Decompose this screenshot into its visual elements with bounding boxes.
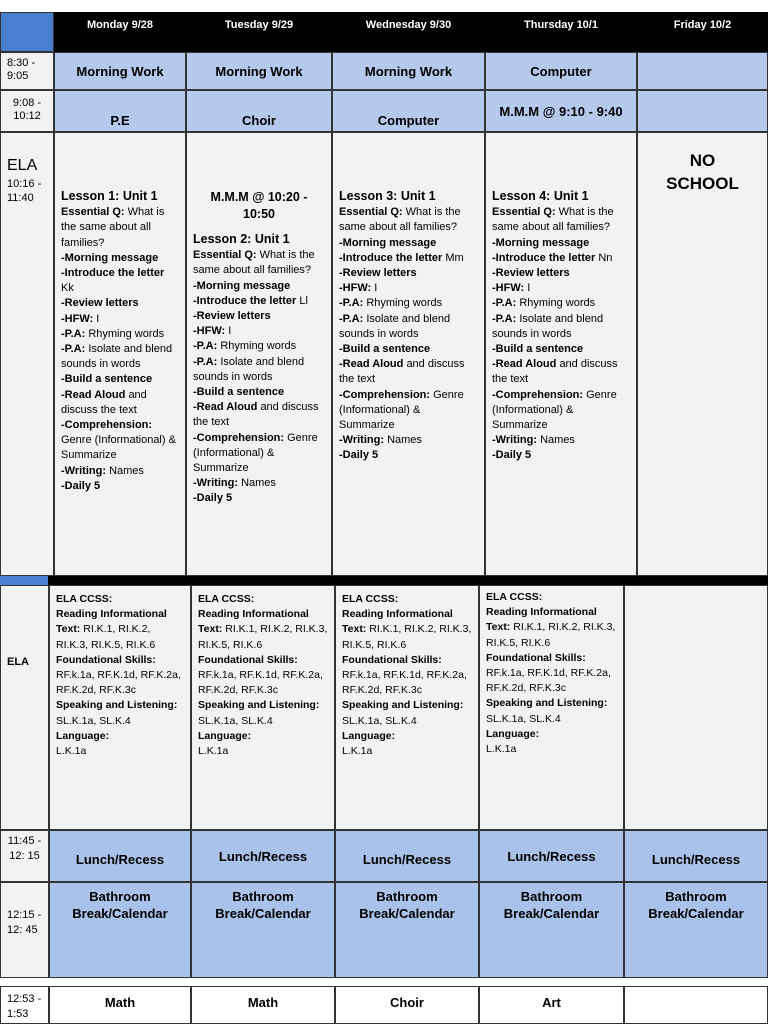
lesson-item bbox=[339, 448, 478, 463]
lesson-item bbox=[193, 491, 325, 506]
lesson-item-label: -Daily 5 bbox=[339, 449, 379, 462]
section-divider bbox=[0, 576, 768, 585]
lesson-item-label: -Daily 5 bbox=[193, 492, 233, 505]
lesson-item-label: -P.A: bbox=[193, 340, 218, 353]
lesson-item-label: -HFW: bbox=[492, 282, 525, 295]
essential-question-text: What is the same about all families? bbox=[61, 206, 165, 249]
lesson-item-label: -Read Aloud bbox=[339, 358, 404, 371]
lesson-item bbox=[193, 385, 325, 400]
ccss-thursday bbox=[479, 585, 624, 830]
lesson-title: Lesson 4: Unit 1 bbox=[492, 189, 589, 203]
lesson-item bbox=[339, 433, 478, 448]
row1-tuesday: Morning Work bbox=[186, 52, 332, 90]
lesson-item bbox=[61, 296, 179, 311]
lesson-item bbox=[492, 251, 630, 266]
ccss-speaking-listening-codes: SL.K.1a, SL.K.4 bbox=[486, 712, 561, 725]
lesson-item bbox=[492, 266, 630, 281]
lesson-item-label: -P.A: bbox=[61, 343, 86, 356]
lesson-item-text: Isolate and blend sounds in words bbox=[492, 312, 604, 340]
lesson-item bbox=[193, 309, 325, 324]
ccss-reading-informational-codes: RI.K.1, RI.K.2, RI.K.3, RI.K.5, RI.K.6 bbox=[342, 623, 472, 651]
lesson-item-label: -HFW: bbox=[193, 325, 226, 338]
lesson-item bbox=[61, 418, 179, 464]
lesson-item-label: -P.A: bbox=[339, 297, 364, 310]
time-slot-1: 8:30 - 9:05 bbox=[0, 52, 54, 90]
ccss-language-label: Language: bbox=[486, 727, 540, 740]
ccss-speaking-listening-codes: SL.K.1a, SL.K.4 bbox=[198, 714, 273, 727]
essential-question bbox=[339, 205, 478, 235]
ccss-friday bbox=[624, 585, 768, 830]
day-header-monday: Monday 9/28 bbox=[54, 12, 186, 52]
lesson-plan-tuesday bbox=[187, 232, 331, 507]
lesson-item-label: -HFW: bbox=[339, 282, 372, 295]
essential-question bbox=[61, 205, 179, 251]
bathroom-thursday: Bathroom Break/Calendar bbox=[479, 882, 624, 978]
ccss-language-codes: L.K.1a bbox=[198, 745, 229, 758]
ccss-speaking-listening bbox=[486, 696, 617, 726]
ccss-reading-informational bbox=[486, 605, 617, 651]
ccss-speaking-listening bbox=[342, 698, 472, 728]
ela-time-cell bbox=[0, 132, 54, 576]
ccss-language-codes: L.K.1a bbox=[486, 743, 517, 756]
lesson-item bbox=[492, 433, 630, 448]
lesson-cell-tuesday bbox=[186, 132, 332, 576]
lesson-item-label: -Daily 5 bbox=[61, 479, 101, 492]
afternoon-thursday: Art bbox=[479, 986, 624, 1024]
lesson-plan-monday bbox=[55, 189, 185, 494]
ccss-subject-label: ELA bbox=[0, 585, 49, 830]
lesson-item-label: -Writing: bbox=[61, 464, 107, 477]
lesson-item bbox=[61, 312, 179, 327]
ccss-foundational-skills-codes: RF.k.1a, RF.K.1d, RF.K.2a, RF.K.2d, RF.K.3c bbox=[342, 669, 467, 697]
row2-monday: P.E bbox=[54, 90, 186, 132]
ccss-speaking-listening-label: Speaking and Listening: bbox=[486, 697, 608, 710]
ccss-reading-informational-label: Reading Informational Text: bbox=[56, 608, 167, 636]
lesson-item-label: -Comprehension: bbox=[193, 431, 285, 444]
lesson-item-label: -Build a sentence bbox=[492, 343, 584, 356]
lesson-item bbox=[339, 236, 478, 251]
lesson-item-label: -P.A: bbox=[193, 355, 218, 368]
lesson-item bbox=[61, 327, 179, 342]
essential-question-label: Essential Q: bbox=[193, 249, 257, 262]
lesson-item-text: Genre (Informational) & Summarize bbox=[193, 431, 318, 475]
lesson-item bbox=[339, 251, 478, 266]
lesson-item bbox=[339, 312, 478, 342]
ccss-wednesday bbox=[335, 585, 479, 830]
lesson-item bbox=[492, 312, 630, 342]
lesson-item bbox=[339, 388, 478, 434]
lesson-title: Lesson 3: Unit 1 bbox=[339, 189, 436, 203]
lesson-item-label: -Introduce the letter bbox=[492, 251, 596, 264]
lesson-item bbox=[193, 476, 325, 491]
bathroom-tuesday: Bathroom Break/Calendar bbox=[191, 882, 335, 978]
lesson-plan-wednesday bbox=[333, 189, 484, 464]
ccss-reading-informational-label: Reading Informational Text: bbox=[486, 606, 597, 634]
ccss-foundational-skills bbox=[56, 653, 184, 699]
section-divider-accent bbox=[0, 576, 48, 585]
lesson-item-label: -Daily 5 bbox=[492, 449, 532, 462]
lesson-item-label: -Writing: bbox=[492, 434, 538, 447]
ccss-foundational-skills-codes: RF.k.1a, RF.K.1d, RF.K.2a, RF.K.2d, RF.K.3c bbox=[56, 669, 181, 697]
lunch-wednesday: Lunch/Recess bbox=[335, 830, 479, 882]
lesson-item-label: -Introduce the letter bbox=[339, 251, 443, 264]
row1-thursday: Computer bbox=[485, 52, 637, 90]
lesson-item-label: -Morning message bbox=[492, 236, 590, 249]
ccss-foundational-skills-label: Foundational Skills: bbox=[56, 653, 156, 666]
ccss-heading: ELA CCSS: bbox=[486, 591, 543, 603]
afternoon-tuesday: Math bbox=[191, 986, 335, 1024]
essential-question bbox=[193, 248, 325, 278]
lesson-item bbox=[193, 339, 325, 354]
lesson-item-label: -Read Aloud bbox=[492, 358, 557, 371]
lesson-item bbox=[492, 388, 630, 434]
ccss-reading-informational bbox=[198, 607, 328, 653]
ccss-speaking-listening-label: Speaking and Listening: bbox=[56, 699, 178, 712]
lesson-item-text: Kk bbox=[61, 282, 74, 295]
lesson-item-label: -Read Aloud bbox=[193, 401, 258, 414]
lesson-item-text: I bbox=[228, 325, 232, 338]
lesson-item-text: Ll bbox=[299, 294, 308, 307]
ccss-language-label: Language: bbox=[56, 729, 110, 742]
row1-friday bbox=[637, 52, 768, 90]
ccss-tuesday bbox=[191, 585, 335, 830]
lesson-item bbox=[492, 342, 630, 357]
lesson-item-text: Names bbox=[387, 434, 422, 447]
afternoon-friday bbox=[624, 986, 768, 1024]
lesson-item bbox=[339, 296, 478, 311]
lesson-item-text: Names bbox=[109, 464, 144, 477]
lesson-item-text: I bbox=[96, 312, 100, 325]
lesson-item-text: I bbox=[527, 282, 531, 295]
lesson-cell-friday bbox=[637, 132, 768, 576]
essential-question-label: Essential Q: bbox=[339, 206, 403, 219]
ccss-heading: ELA CCSS: bbox=[56, 593, 113, 605]
essential-question-text: What is the same about all families? bbox=[492, 206, 614, 234]
bathroom-wednesday: Bathroom Break/Calendar bbox=[335, 882, 479, 978]
lesson-item-text: Genre (Informational) & Summarize bbox=[61, 434, 176, 462]
lesson-item-text: and discuss the text bbox=[61, 388, 147, 416]
row2-friday bbox=[637, 90, 768, 132]
lesson-item bbox=[61, 479, 179, 494]
lesson-item bbox=[61, 372, 179, 387]
lesson-item-text: Mm bbox=[445, 251, 464, 264]
lunch-tuesday: Lunch/Recess bbox=[191, 830, 335, 882]
lesson-item bbox=[492, 296, 630, 311]
lesson-item bbox=[492, 281, 630, 296]
lesson-item bbox=[339, 342, 478, 357]
lesson-item-label: -Build a sentence bbox=[61, 373, 153, 386]
lesson-item-text: Genre (Informational) & Summarize bbox=[339, 388, 464, 432]
row1-wednesday: Morning Work bbox=[332, 52, 485, 90]
ccss-reading-informational bbox=[56, 607, 184, 653]
lesson-item-text: Isolate and blend sounds in words bbox=[193, 355, 305, 383]
lesson-cell-thursday bbox=[485, 132, 637, 576]
ccss-language-label: Language: bbox=[198, 729, 252, 742]
ccss-speaking-listening bbox=[198, 698, 328, 728]
lesson-item bbox=[61, 388, 179, 418]
lesson-item bbox=[193, 355, 325, 385]
ccss-foundational-skills-label: Foundational Skills: bbox=[486, 651, 586, 664]
lesson-item-text: and discuss the text bbox=[193, 401, 319, 429]
lesson-item-label: -Build a sentence bbox=[193, 386, 285, 399]
lesson-plan-thursday bbox=[486, 189, 636, 464]
row1-monday: Morning Work bbox=[54, 52, 186, 90]
ccss-foundational-skills bbox=[486, 651, 617, 697]
bathroom-friday: Bathroom Break/Calendar bbox=[624, 882, 768, 978]
ccss-language-codes: L.K.1a bbox=[56, 745, 87, 758]
lesson-item-text: and discuss the text bbox=[339, 358, 465, 386]
lesson-item bbox=[339, 266, 478, 281]
lesson-item bbox=[492, 448, 630, 463]
lesson-item-label: -Comprehension: bbox=[339, 388, 431, 401]
header-corner bbox=[0, 12, 54, 52]
lesson-item-label: -Review letters bbox=[339, 267, 417, 280]
row2-tuesday: Choir bbox=[186, 90, 332, 132]
day-header-thursday: Thursday 10/1 bbox=[485, 12, 637, 52]
lesson-item-text: Names bbox=[241, 477, 276, 490]
lesson-item-text: Isolate and blend sounds in words bbox=[61, 343, 173, 371]
lesson-item-text: Rhyming words bbox=[366, 297, 443, 310]
ccss-heading: ELA CCSS: bbox=[198, 593, 255, 605]
afternoon-wednesday: Choir bbox=[335, 986, 479, 1024]
lunch-friday: Lunch/Recess bbox=[624, 830, 768, 882]
lesson-item bbox=[193, 431, 325, 477]
essential-question-text: What is the same about all families? bbox=[193, 249, 315, 277]
ccss-reading-informational-label: Reading Informational Text: bbox=[198, 608, 309, 636]
ccss-speaking-listening-label: Speaking and Listening: bbox=[342, 699, 464, 712]
ccss-foundational-skills-label: Foundational Skills: bbox=[198, 653, 298, 666]
lesson-item-text: Genre (Informational) & Summarize bbox=[492, 388, 617, 432]
day-header-tuesday: Tuesday 9/29 bbox=[186, 12, 332, 52]
ccss-foundational-skills-codes: RF.k.1a, RF.K.1d, RF.K.2a, RF.K.2d, RF.K.3c bbox=[198, 669, 323, 697]
essential-question-text: What is the same about all families? bbox=[339, 206, 461, 234]
lesson-item bbox=[61, 251, 179, 266]
lesson-item-text: I bbox=[374, 282, 378, 295]
time-slot-2: 9:08 - 10:12 bbox=[0, 90, 54, 132]
lesson-item-text: Nn bbox=[598, 251, 613, 264]
lesson-item-label: -P.A: bbox=[339, 312, 364, 325]
lesson-item bbox=[492, 357, 630, 387]
lesson-item-text: and discuss the text bbox=[492, 358, 618, 386]
ccss-reading-informational-codes: RI.K.1, RI.K.2, RI.K.3, RI.K.5, RI.K.6 bbox=[486, 621, 616, 649]
lesson-item-label: -P.A: bbox=[61, 327, 86, 340]
time-slot-lunch: 11:45 - 12: 15 bbox=[0, 830, 49, 882]
lesson-item bbox=[61, 342, 179, 372]
lesson-item-label: -P.A: bbox=[492, 297, 517, 310]
ccss-speaking-listening-codes: SL.K.1a, SL.K.4 bbox=[56, 714, 131, 727]
time-slot-bathroom: 12:15 - 12: 45 bbox=[0, 882, 49, 978]
lesson-item-text: Rhyming words bbox=[88, 327, 165, 340]
lesson-item bbox=[193, 294, 325, 309]
lesson-item bbox=[193, 324, 325, 339]
afternoon-monday: Math bbox=[49, 986, 191, 1024]
lesson-item-label: -HFW: bbox=[61, 312, 94, 325]
lesson-item-label: -Writing: bbox=[193, 477, 239, 490]
ela-subject-label: ELA bbox=[7, 157, 38, 174]
day-header-friday: Friday 10/2 bbox=[637, 12, 768, 52]
lesson-item-label: -Morning message bbox=[339, 236, 437, 249]
lesson-item-label: -Morning message bbox=[193, 279, 291, 292]
lesson-item-label: -Build a sentence bbox=[339, 343, 431, 356]
lesson-item bbox=[193, 279, 325, 294]
lesson-item bbox=[492, 236, 630, 251]
lesson-item-text: Rhyming words bbox=[519, 297, 596, 310]
ccss-monday bbox=[49, 585, 191, 830]
lesson-item-label: -P.A: bbox=[492, 312, 517, 325]
ccss-reading-informational-label: Reading Informational Text: bbox=[342, 608, 453, 636]
lesson-item-text: Isolate and blend sounds in words bbox=[339, 312, 451, 340]
ccss-speaking-listening-label: Speaking and Listening: bbox=[198, 699, 320, 712]
lesson-item bbox=[61, 266, 179, 296]
ccss-reading-informational-codes: RI.K.1, RI.K.2, RI.K.3, RI.K.5, RI.K.6 bbox=[198, 623, 328, 651]
time-slot-afternoon: 12:53 - 1:53 bbox=[0, 986, 49, 1024]
ela-time: 10:16 - 11:40 bbox=[7, 178, 42, 204]
tuesday-mmm-note: M.M.M @ 10:20 - 10:50 bbox=[210, 190, 308, 221]
ccss-speaking-listening bbox=[56, 698, 184, 728]
lunch-thursday: Lunch/Recess bbox=[479, 830, 624, 882]
ccss-foundational-skills-codes: RF.k.1a, RF.K.1d, RF.K.2a, RF.K.2d, RF.K.3c bbox=[486, 667, 611, 695]
ccss-foundational-skills bbox=[342, 653, 472, 699]
lesson-item-label: -Writing: bbox=[339, 434, 385, 447]
lesson-item-label: -Introduce the letter bbox=[61, 267, 165, 280]
no-school-label: NO SCHOOL bbox=[666, 151, 739, 193]
ccss-language-codes: L.K.1a bbox=[342, 745, 373, 758]
essential-question-label: Essential Q: bbox=[61, 206, 125, 219]
ccss-reading-informational bbox=[342, 607, 472, 653]
lesson-item-label: -Comprehension: bbox=[492, 388, 584, 401]
ccss-foundational-skills bbox=[198, 653, 328, 699]
row2-wednesday: Computer bbox=[332, 90, 485, 132]
lesson-item bbox=[339, 357, 478, 387]
ccss-foundational-skills-label: Foundational Skills: bbox=[342, 653, 442, 666]
lesson-item-label: -Review letters bbox=[193, 310, 271, 323]
lesson-item-label: -Read Aloud bbox=[61, 388, 126, 401]
lesson-item-text: Rhyming words bbox=[220, 340, 297, 353]
ccss-speaking-listening-codes: SL.K.1a, SL.K.4 bbox=[342, 714, 417, 727]
lesson-title: Lesson 2: Unit 1 bbox=[193, 232, 290, 246]
lesson-item bbox=[61, 464, 179, 479]
essential-question bbox=[492, 205, 630, 235]
lesson-title: Lesson 1: Unit 1 bbox=[61, 189, 158, 203]
bathroom-monday: Bathroom Break/Calendar bbox=[49, 882, 191, 978]
day-header-wednesday: Wednesday 9/30 bbox=[332, 12, 485, 52]
lesson-item-label: -Review letters bbox=[492, 267, 570, 280]
lesson-item-label: -Morning message bbox=[61, 251, 159, 264]
lesson-item-label: -Comprehension: bbox=[61, 419, 153, 432]
row2-thursday: M.M.M @ 9:10 - 9:40 bbox=[485, 90, 637, 132]
ccss-heading: ELA CCSS: bbox=[342, 593, 399, 605]
ccss-reading-informational-codes: RI.K.1, RI.K.2, RI.K.3, RI.K.5, RI.K.6 bbox=[56, 623, 156, 651]
essential-question-label: Essential Q: bbox=[492, 206, 556, 219]
ccss-language-label: Language: bbox=[342, 729, 396, 742]
lunch-monday: Lunch/Recess bbox=[49, 830, 191, 882]
lesson-item-label: -Review letters bbox=[61, 297, 139, 310]
lesson-item bbox=[339, 281, 478, 296]
lesson-cell-monday bbox=[54, 132, 186, 576]
lesson-cell-wednesday bbox=[332, 132, 485, 576]
lesson-item-text: Names bbox=[540, 434, 575, 447]
lesson-item bbox=[193, 400, 325, 430]
lesson-item-label: -Introduce the letter bbox=[193, 294, 297, 307]
